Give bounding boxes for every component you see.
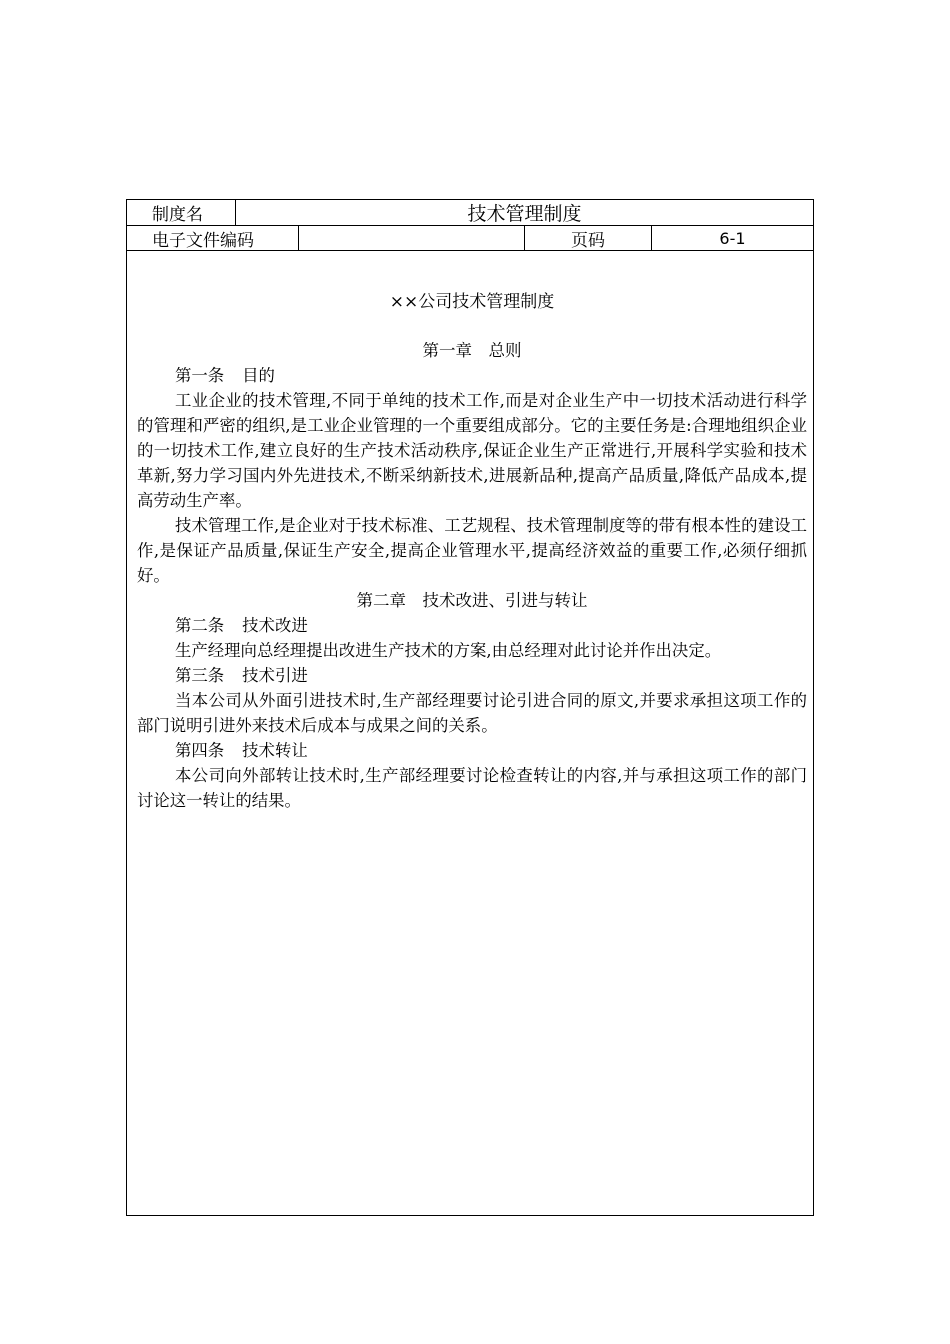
article-title: 技术转让 (242, 741, 308, 760)
document-title: ××公司技术管理制度 (389, 292, 555, 312)
article-heading (137, 738, 807, 763)
regulation-name-value: 技术管理制度 (467, 203, 582, 225)
article-heading (137, 363, 807, 388)
header-row-name (127, 200, 813, 226)
regulation-name-label: 制度名 (127, 200, 236, 225)
article-title: 技术引进 (242, 666, 308, 685)
paragraph: 技术管理工作,是企业对于技术标准、工艺规程、技术管理制度等的带有根本性的建设工作,是保证产品质量,保证生产安全,提高企业管理水平,提高经济效益的重要工作,必须仔细抓好。 (137, 516, 807, 585)
regulation-form (126, 199, 814, 1216)
article-number: 第一条 (175, 366, 225, 385)
file-code-label: 电子文件编码 (127, 226, 299, 250)
page-number-label: 页码 (525, 226, 652, 250)
chapter-heading: 第二章 技术改进、引进与转让 (356, 591, 588, 610)
file-code-value (299, 226, 525, 250)
article-number: 第二条 (175, 616, 225, 635)
page-number-value: 6-1 (719, 228, 746, 248)
document-body (137, 290, 807, 813)
article-number: 第四条 (175, 741, 225, 760)
article-number: 第三条 (175, 666, 225, 685)
paragraph: 生产经理向总经理提出改进生产技术的方案,由总经理对此讨论并作出决定。 (175, 641, 722, 660)
paragraph: 工业企业的技术管理,不同于单纯的技术工作,而是对企业生产中一切技术活动进行科学的管理和严密的组织,是工业企业管理的一个重要组成部分。它的主要任务是:合理地组织企业的一切技术工作,建立良好的生产技术活动秩序,保证企业生产正常进行,开展科学实验和技术革新,努力学习国内外先进技术,不断采纳新技术,进展新品种,提高产品质量,降低产品成本,提高劳动生产率。 (137, 391, 807, 510)
article-title: 技术改进 (242, 616, 308, 635)
paragraph: 本公司向外部转让技术时,生产部经理要讨论检查转让的内容,并与承担这项工作的部门讨论这一转让的结果。 (137, 766, 807, 810)
header-row-meta (127, 226, 813, 251)
article-title: 目的 (242, 366, 275, 385)
article-heading (137, 663, 807, 688)
paragraph: 当本公司从外面引进技术时,生产部经理要讨论引进合同的原文,并要求承担这项工作的部门说明引进外来技术后成本与成果之间的关系。 (137, 691, 807, 735)
article-heading (137, 613, 807, 638)
chapter-heading: 第一章 总则 (422, 341, 522, 360)
